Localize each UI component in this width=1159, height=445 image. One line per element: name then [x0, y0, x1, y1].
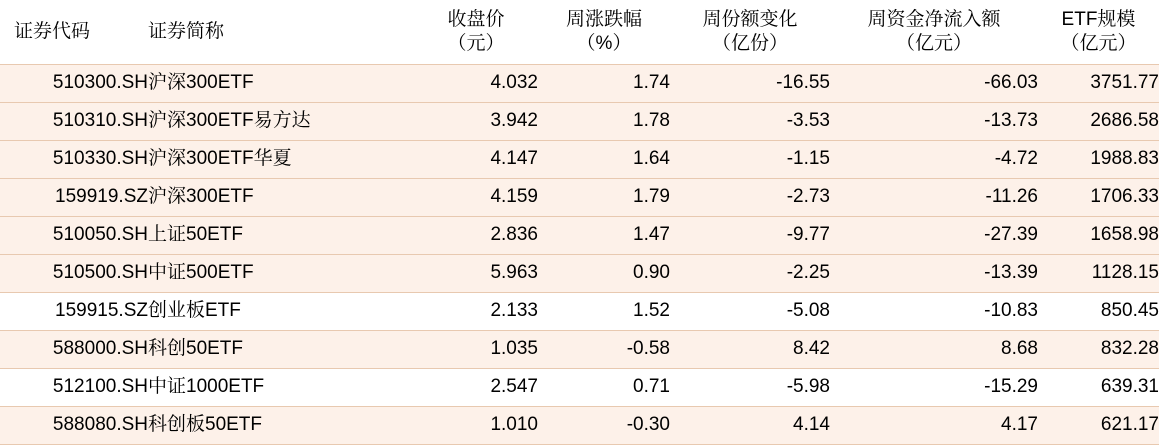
- cell-net-inflow: -15.29: [830, 369, 1038, 407]
- cell-close: 2.133: [414, 293, 538, 331]
- cell-close: 2.836: [414, 217, 538, 255]
- cell-code: 510050.SH: [0, 217, 148, 255]
- cell-net-inflow: -4.72: [830, 141, 1038, 179]
- cell-share-change: -16.55: [670, 65, 830, 103]
- table-row: [0, 217, 1159, 255]
- cell-name: 中证1000ETF: [148, 369, 414, 407]
- column-header-close: [414, 0, 538, 65]
- cell-net-inflow: -27.39: [830, 217, 1038, 255]
- cell-net-inflow: 8.68: [830, 331, 1038, 369]
- cell-share-change: -9.77: [670, 217, 830, 255]
- cell-etf-size: 2686.58: [1038, 103, 1159, 141]
- cell-code: 588080.SH: [0, 407, 148, 445]
- cell-code: 510310.SH: [0, 103, 148, 141]
- column-header-share-change-line1: 周份额变化: [702, 8, 798, 30]
- table-row: [0, 407, 1159, 445]
- table-row: [0, 255, 1159, 293]
- column-header-change-line1: 周涨跌幅: [565, 8, 642, 30]
- column-header-net-inflow-line1: 周资金净流入额: [867, 8, 1001, 30]
- cell-net-inflow: -66.03: [830, 65, 1038, 103]
- cell-name: 沪深300ETF: [148, 65, 414, 103]
- column-header-share-change-line2: （亿份）: [711, 33, 788, 54]
- column-header-share-change: [670, 0, 830, 65]
- cell-share-change: -2.25: [670, 255, 830, 293]
- column-header-etf-size-line2: （亿元）: [1060, 33, 1137, 54]
- column-header-close-line2: （元）: [447, 33, 505, 54]
- cell-change: 0.71: [538, 369, 670, 407]
- column-header-change: [538, 0, 670, 65]
- table-row: [0, 179, 1159, 217]
- cell-code: 510300.SH: [0, 65, 148, 103]
- cell-etf-size: 1706.33: [1038, 179, 1159, 217]
- cell-close: 4.159: [414, 179, 538, 217]
- cell-etf-size: 621.17: [1038, 407, 1159, 445]
- cell-etf-size: 1988.83: [1038, 141, 1159, 179]
- table-header: [0, 0, 1159, 65]
- column-header-code-line1: 证券代码: [14, 20, 91, 42]
- cell-code: 510330.SH: [0, 141, 148, 179]
- column-header-close-line1: 收盘价: [447, 8, 505, 30]
- cell-share-change: -1.15: [670, 141, 830, 179]
- cell-etf-size: 639.31: [1038, 369, 1159, 407]
- cell-name: 沪深300ETF易方达: [148, 103, 414, 141]
- table-row: [0, 369, 1159, 407]
- table-row: [0, 331, 1159, 369]
- cell-change: 1.79: [538, 179, 670, 217]
- column-header-etf-size-line1: ETF规模: [1061, 8, 1136, 30]
- cell-change: -0.58: [538, 331, 670, 369]
- cell-etf-size: 850.45: [1038, 293, 1159, 331]
- cell-change: 1.74: [538, 65, 670, 103]
- cell-close: 5.963: [414, 255, 538, 293]
- cell-change: 0.90: [538, 255, 670, 293]
- column-header-net-inflow: [830, 0, 1038, 65]
- cell-code: 588000.SH: [0, 331, 148, 369]
- cell-share-change: -5.98: [670, 369, 830, 407]
- column-header-change-line2: （%）: [576, 33, 632, 54]
- cell-change: 1.52: [538, 293, 670, 331]
- cell-etf-size: 3751.77: [1038, 65, 1159, 103]
- cell-share-change: -2.73: [670, 179, 830, 217]
- cell-close: 2.547: [414, 369, 538, 407]
- cell-close: 4.147: [414, 141, 538, 179]
- cell-share-change: -3.53: [670, 103, 830, 141]
- table-body: [0, 65, 1159, 445]
- cell-change: 1.78: [538, 103, 670, 141]
- cell-code: 159915.SZ: [0, 293, 148, 331]
- cell-close: 1.035: [414, 331, 538, 369]
- table-row: [0, 103, 1159, 141]
- column-header-name-line1: 证券简称: [148, 20, 225, 42]
- cell-name: 沪深300ETF华夏: [148, 141, 414, 179]
- cell-net-inflow: -13.73: [830, 103, 1038, 141]
- column-header-code: [0, 0, 148, 65]
- cell-etf-size: 1658.98: [1038, 217, 1159, 255]
- cell-change: -0.30: [538, 407, 670, 445]
- cell-net-inflow: -13.39: [830, 255, 1038, 293]
- cell-share-change: 8.42: [670, 331, 830, 369]
- cell-change: 1.64: [538, 141, 670, 179]
- cell-change: 1.47: [538, 217, 670, 255]
- column-header-etf-size: [1038, 0, 1159, 65]
- cell-code: 159919.SZ: [0, 179, 148, 217]
- cell-name: 创业板ETF: [148, 293, 414, 331]
- cell-etf-size: 1128.15: [1038, 255, 1159, 293]
- cell-etf-size: 832.28: [1038, 331, 1159, 369]
- header-row: [0, 0, 1159, 65]
- column-header-net-inflow-line2: （亿元）: [895, 33, 972, 54]
- cell-share-change: 4.14: [670, 407, 830, 445]
- table-row: [0, 141, 1159, 179]
- cell-name: 上证50ETF: [148, 217, 414, 255]
- table-row: [0, 293, 1159, 331]
- cell-close: 4.032: [414, 65, 538, 103]
- cell-close: 3.942: [414, 103, 538, 141]
- cell-net-inflow: -10.83: [830, 293, 1038, 331]
- cell-net-inflow: 4.17: [830, 407, 1038, 445]
- cell-name: 中证500ETF: [148, 255, 414, 293]
- cell-name: 沪深300ETF: [148, 179, 414, 217]
- cell-code: 512100.SH: [0, 369, 148, 407]
- table-row: [0, 65, 1159, 103]
- cell-share-change: -5.08: [670, 293, 830, 331]
- cell-net-inflow: -11.26: [830, 179, 1038, 217]
- cell-code: 510500.SH: [0, 255, 148, 293]
- cell-name: 科创板50ETF: [148, 407, 414, 445]
- column-header-name: [148, 0, 414, 65]
- cell-close: 1.010: [414, 407, 538, 445]
- cell-name: 科创50ETF: [148, 331, 414, 369]
